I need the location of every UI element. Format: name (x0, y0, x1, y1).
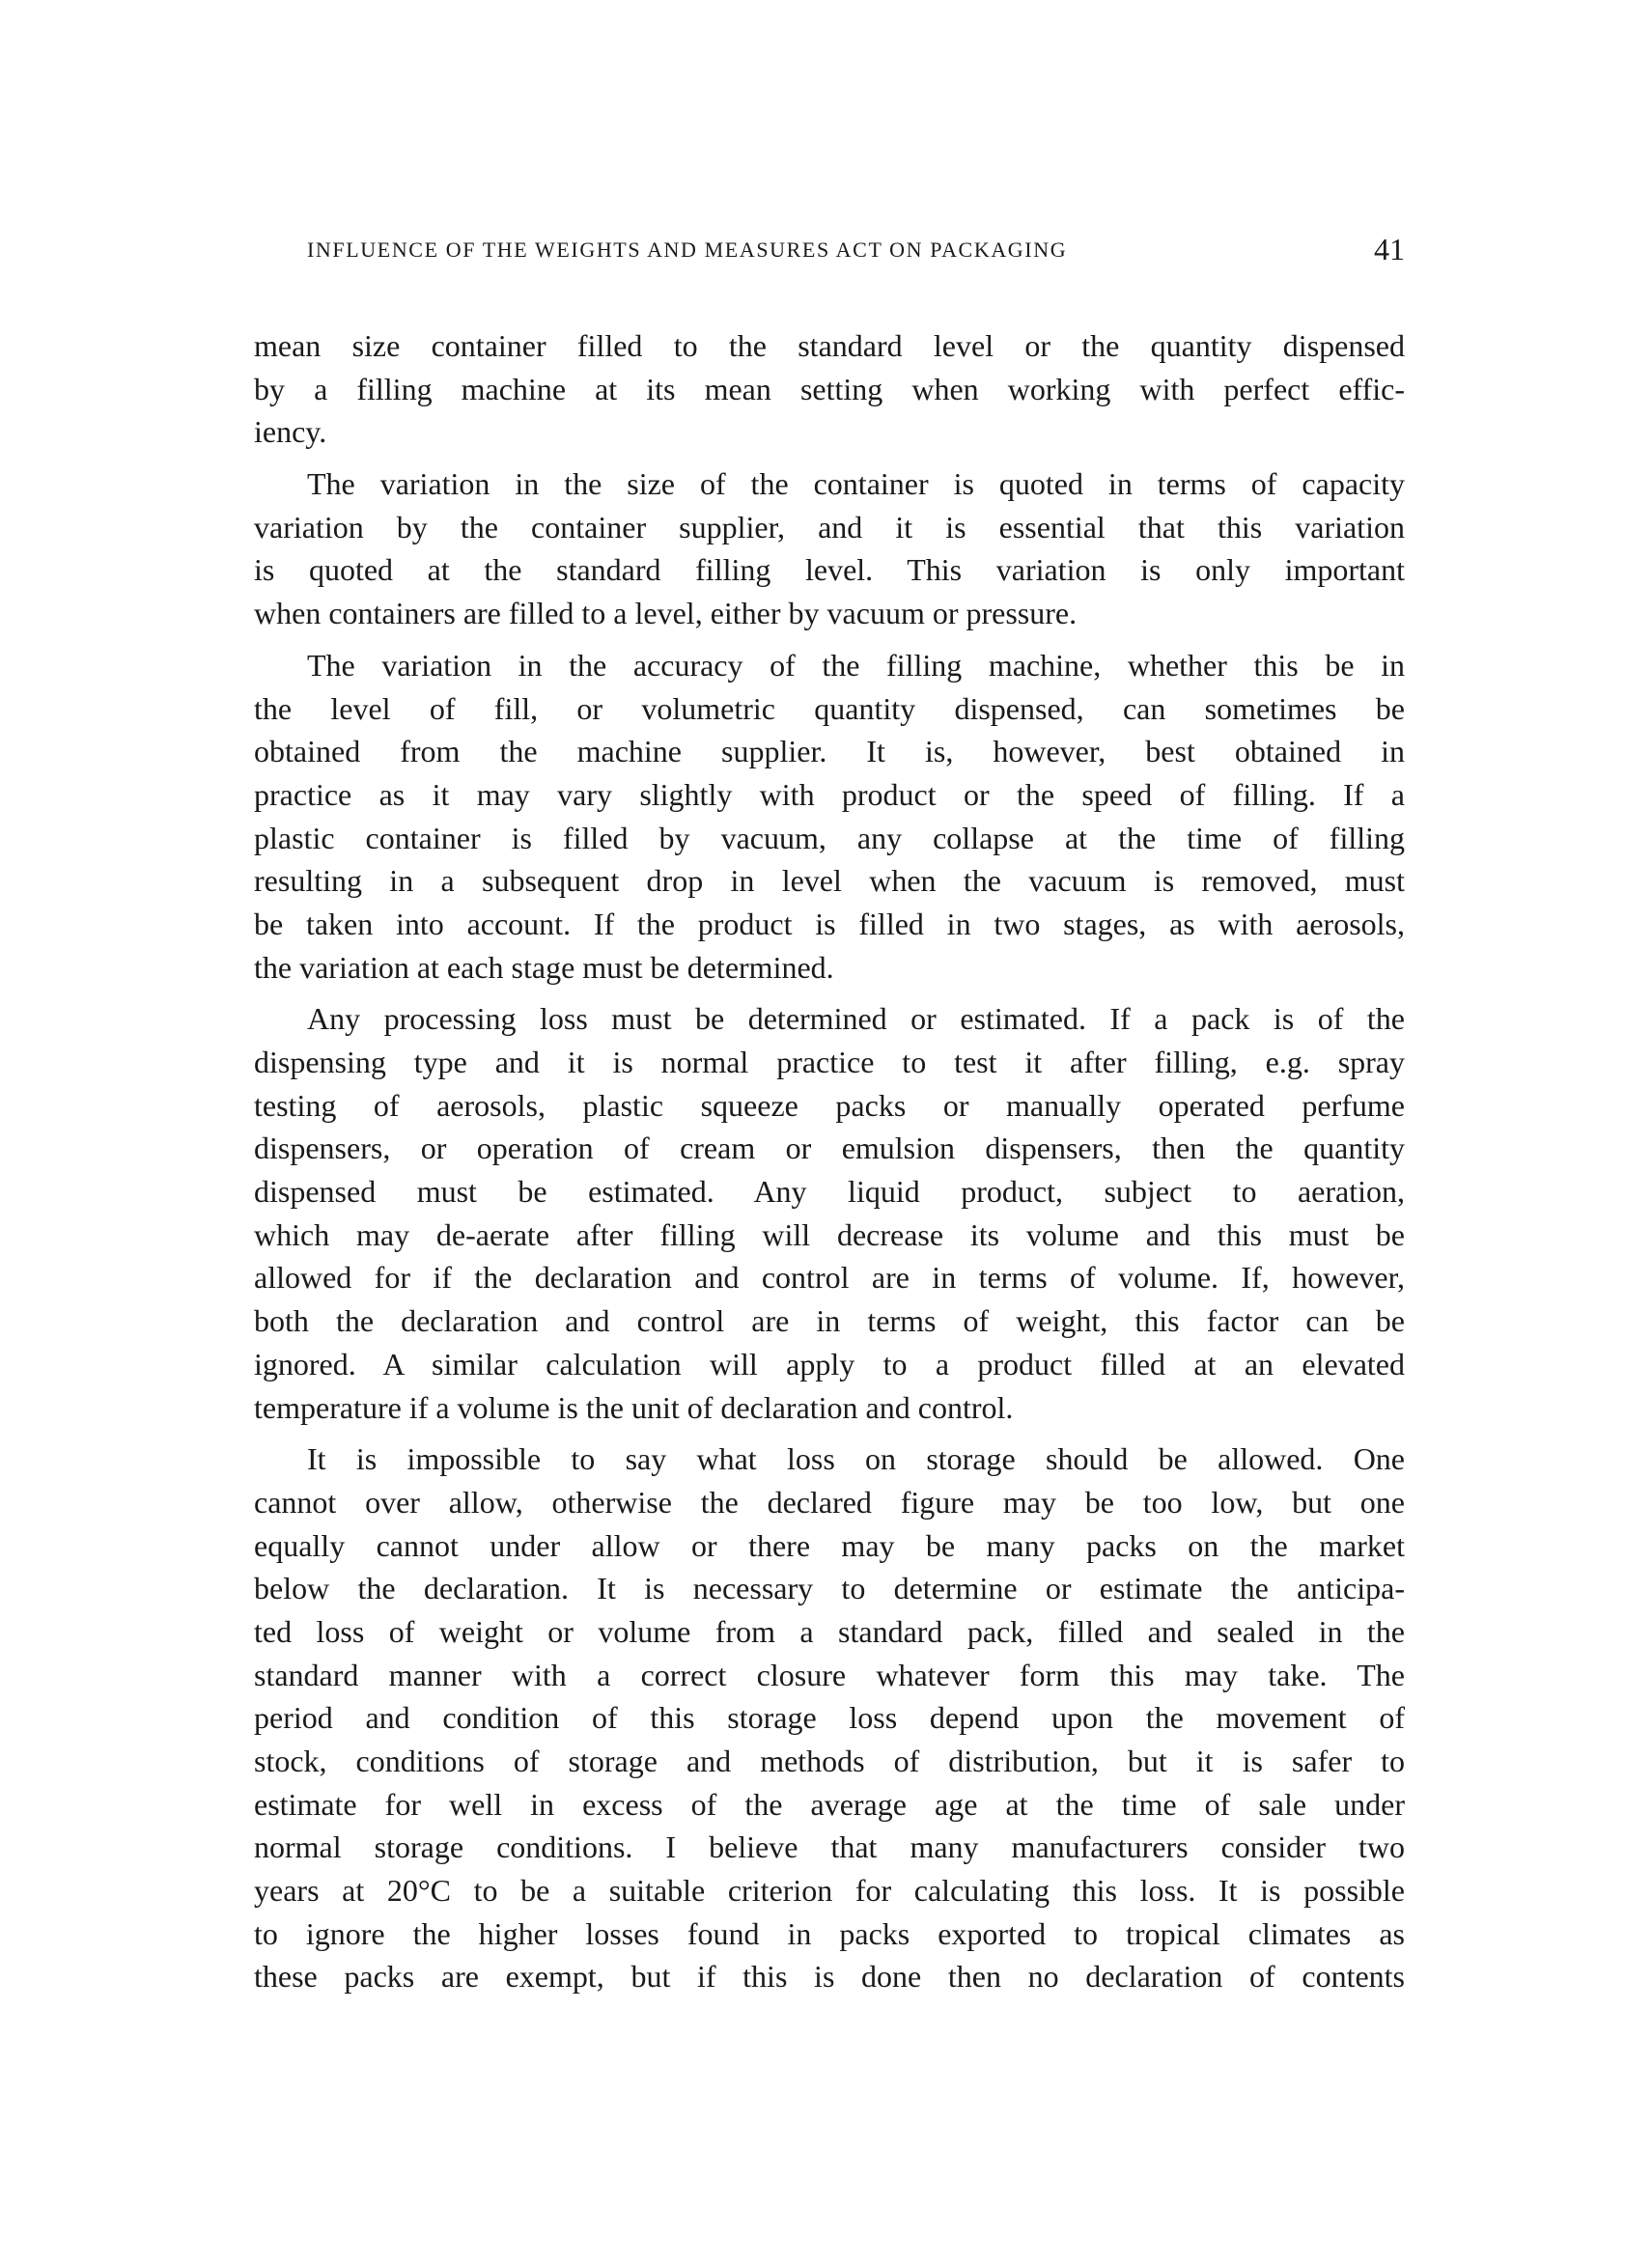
body-text (254, 324, 1405, 2007)
text-line: allowed for if the declaration and control are in terms of volume. If, however, (254, 1260, 1405, 1296)
text-line: be taken into account. If the product is filled in two stages, as with aerosols, (254, 906, 1405, 941)
text-line: estimate for well in excess of the average age at the time of sale under (254, 1786, 1405, 1822)
text-line: cannot over allow, otherwise the declared figure may be too low, but one (254, 1484, 1405, 1520)
text-line: The variation in the size of the container is quoted in terms of capacity (307, 466, 1405, 502)
text-line: the variation at each stage must be determined. (254, 949, 834, 985)
text-line: stock, conditions of storage and methods of distribution, but it is safer to (254, 1744, 1405, 1778)
text-line: when containers are filled to a level, either by vacuum or pressure. (254, 596, 1078, 631)
page-header (307, 232, 1405, 270)
text-line: both the declaration and control are in terms of weight, this factor can be (254, 1303, 1405, 1339)
text-line: Any processing loss must be determined or estimated. If a pack is of the (307, 1001, 1405, 1037)
text-line: plastic container is filled by vacuum, any collapse at the time of filling (254, 820, 1405, 855)
text-line: ignored. A similar calculation will apply to a product filled at an elevated (254, 1346, 1405, 1382)
paragraph (254, 997, 1405, 1429)
text-line: iency. (254, 414, 327, 450)
text-line: temperature if a volume is the unit of declaration and control. (254, 1389, 1014, 1425)
text-line: below the declaration. It is necessary to determine or estimate the anticipa- (254, 1571, 1405, 1606)
text-line: standard manner with a correct closure whatever form this may take. The (254, 1657, 1405, 1692)
text-line: dispensing type and it is normal practice to test it after filling, e.g. spray (254, 1045, 1405, 1079)
paragraph (254, 1438, 1405, 1998)
text-line: equally cannot under allow or there may be many packs on the market (254, 1527, 1405, 1563)
text-line: to ignore the higher losses found in packs exported to tropical climates as (254, 1915, 1405, 1951)
text-line: obtained from the machine supplier. It is, however, best obtained in (254, 734, 1405, 769)
text-line: by a filling machine at its mean setting when working with perfect effic- (254, 371, 1405, 406)
text-line: variation by the container supplier, and it is essential that this variation (254, 509, 1405, 544)
text-line: normal storage conditions. I believe that many manufacturers consider two (254, 1829, 1405, 1865)
text-line: dispensers, or operation of cream or emulsion dispensers, then the quantity (254, 1130, 1405, 1166)
text-line: years at 20°C to be a suitable criterion for calculating this loss. It is possible (254, 1873, 1405, 1909)
text-line: the level of fill, or volumetric quantity dispensed, can sometimes be (254, 690, 1405, 726)
text-line: ted loss of weight or volume from a standard pack, filled and sealed in the (254, 1613, 1405, 1649)
text-line: practice as it may vary slightly with product or the speed of filling. If a (254, 776, 1405, 812)
text-line: resulting in a subsequent drop in level when the vacuum is removed, must (254, 863, 1405, 899)
text-line: It is impossible to say what loss on storage should be allowed. One (307, 1441, 1405, 1477)
paragraph (254, 324, 1405, 454)
running-head: INFLUENCE OF THE WEIGHTS AND MEASURES ACT ON PACKAGING (307, 237, 1068, 262)
text-line: is quoted at the standard filling level. This variation is only important (254, 552, 1405, 588)
text-line: mean size container filled to the standard level or the quantity dispensed (254, 328, 1405, 363)
text-line: The variation in the accuracy of the filling machine, whether this be in (307, 647, 1405, 683)
paragraph (254, 462, 1405, 635)
text-line: these packs are exempt, but if this is done then no declaration of contents (254, 1959, 1405, 1995)
paragraph (254, 644, 1405, 990)
text-line: dispensed must be estimated. Any liquid product, subject to aeration, (254, 1174, 1405, 1210)
page-number: 41 (1374, 232, 1405, 266)
text-line: testing of aerosols, plastic squeeze packs or manually operated perfume (254, 1087, 1405, 1123)
text-line: which may de-aerate after filling will decrease its volume and this must be (254, 1216, 1405, 1252)
text-line: period and condition of this storage loss depend upon the movement of (254, 1700, 1405, 1736)
